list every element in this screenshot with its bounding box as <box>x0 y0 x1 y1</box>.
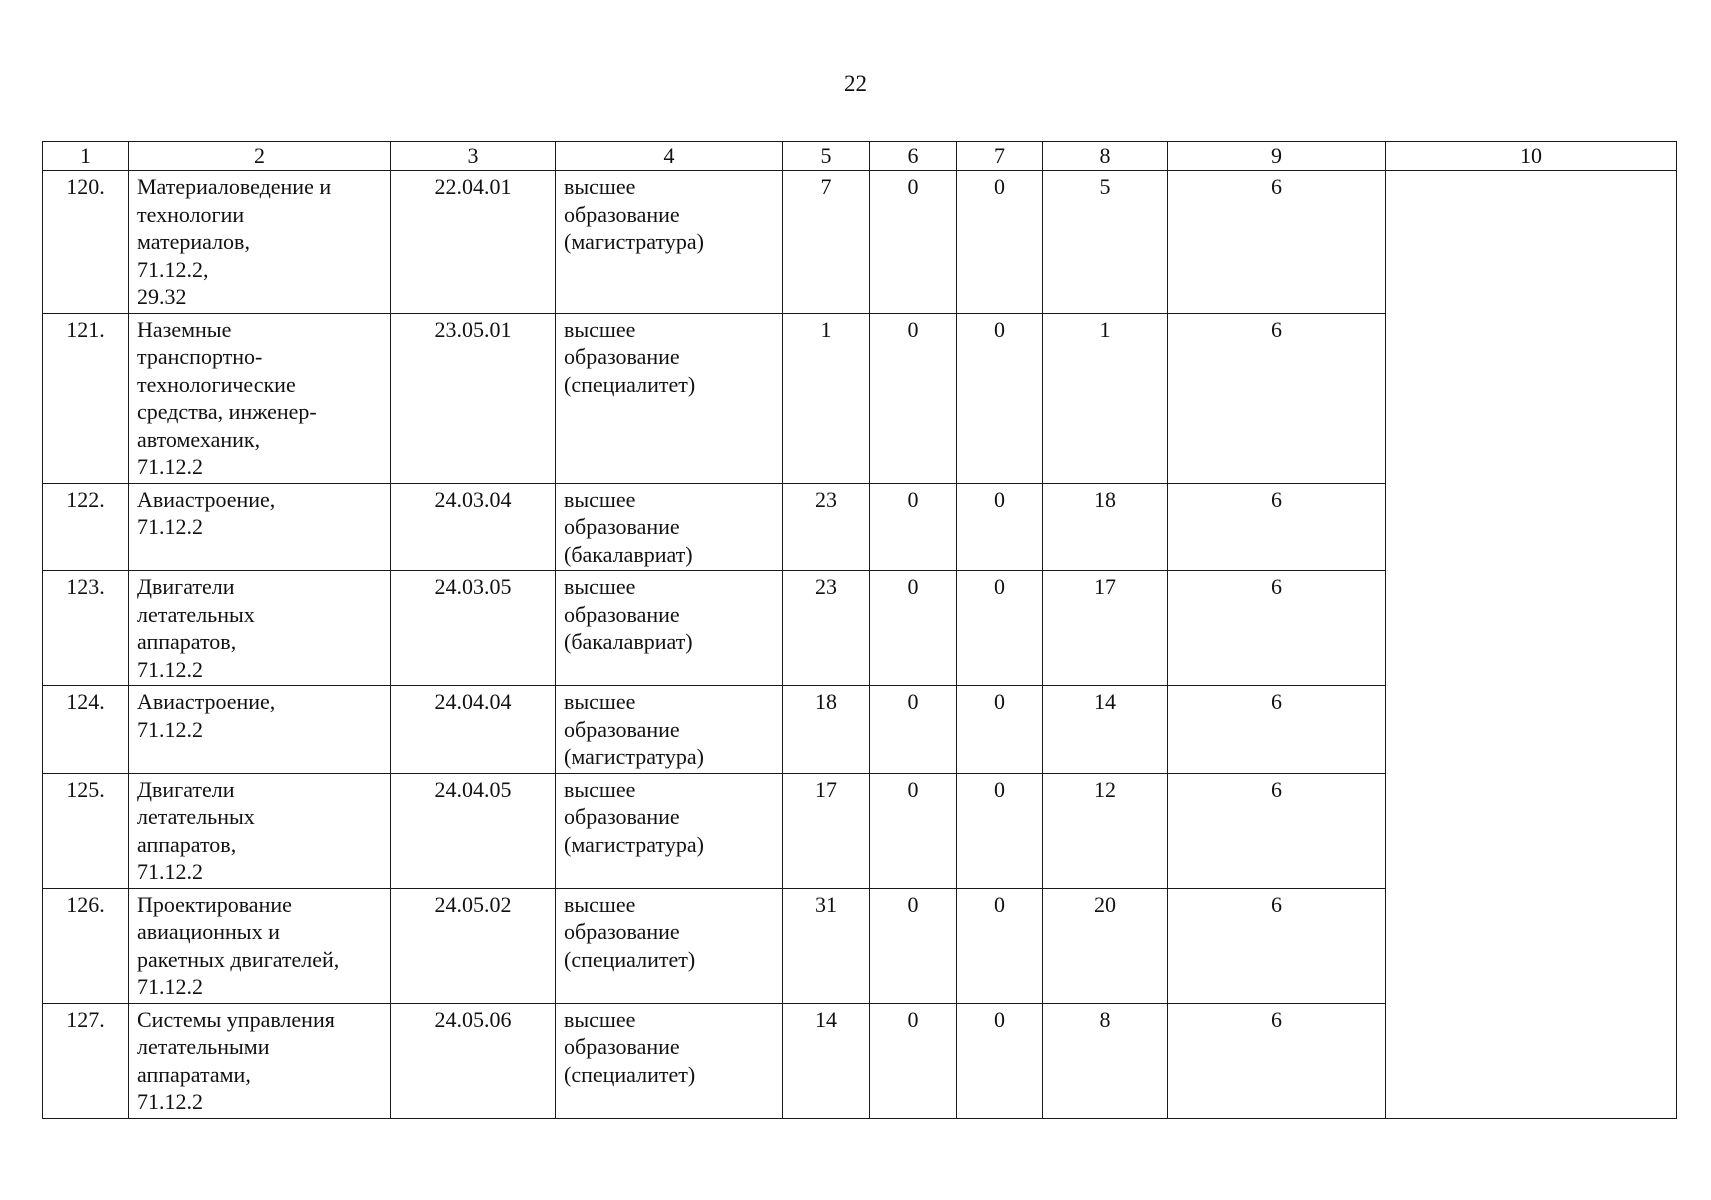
column-header-1: 1 <box>43 142 129 171</box>
value-col-6: 0 <box>870 686 957 774</box>
value-col-9: 6 <box>1168 571 1386 686</box>
specialty-code: 23.05.01 <box>391 313 556 483</box>
specialty-name: Наземные транспортно- технологические средства, инженер- автомеханик, 71.12.2 <box>129 313 391 483</box>
value-col-5: 31 <box>783 888 870 1003</box>
value-col-9: 6 <box>1168 1003 1386 1118</box>
value-col-9: 6 <box>1168 773 1386 888</box>
specialty-name: Материаловедение и технологии материалов, 71.12.2, 29.32 <box>129 171 391 314</box>
column-header-5: 5 <box>783 142 870 171</box>
value-col-5: 18 <box>783 686 870 774</box>
education-level: высшее образование (магистратура) <box>556 686 783 774</box>
specialty-name: Системы управления летательными аппаратами, 71.12.2 <box>129 1003 391 1118</box>
education-level: высшее образование (специалитет) <box>556 1003 783 1118</box>
specialty-name: Двигатели летательных аппаратов, 71.12.2 <box>129 773 391 888</box>
column-header-9: 9 <box>1168 142 1386 171</box>
header-row <box>43 142 1677 171</box>
specialty-name: Авиастроение, 71.12.2 <box>129 483 391 571</box>
value-col-5: 7 <box>783 171 870 314</box>
table-body <box>43 171 1677 1119</box>
specialty-code: 24.03.05 <box>391 571 556 686</box>
value-col-7: 0 <box>957 171 1043 314</box>
value-col-7: 0 <box>957 483 1043 571</box>
value-col-6: 0 <box>870 571 957 686</box>
education-level: высшее образование (бакалавриат) <box>556 571 783 686</box>
row-number: 122. <box>43 483 129 571</box>
row-number: 120. <box>43 171 129 314</box>
value-col-8: 18 <box>1043 483 1168 571</box>
value-col-5: 23 <box>783 483 870 571</box>
value-col-9: 6 <box>1168 483 1386 571</box>
value-col-7: 0 <box>957 888 1043 1003</box>
education-level: высшее образование (бакалавриат) <box>556 483 783 571</box>
row-number: 126. <box>43 888 129 1003</box>
value-col-5: 23 <box>783 571 870 686</box>
column-header-4: 4 <box>556 142 783 171</box>
specialty-code: 24.04.05 <box>391 773 556 888</box>
value-col-5: 14 <box>783 1003 870 1118</box>
value-col-7: 0 <box>957 1003 1043 1118</box>
value-col-6: 0 <box>870 313 957 483</box>
value-col-9: 6 <box>1168 171 1386 314</box>
value-col-7: 0 <box>957 313 1043 483</box>
data-table <box>42 141 1677 1119</box>
value-col-6: 0 <box>870 888 957 1003</box>
education-level: высшее образование (специалитет) <box>556 888 783 1003</box>
row-number: 127. <box>43 1003 129 1118</box>
row-number: 125. <box>43 773 129 888</box>
value-col-5: 17 <box>783 773 870 888</box>
specialty-name: Двигатели летательных аппаратов, 71.12.2 <box>129 571 391 686</box>
page-number: 22 <box>844 71 867 96</box>
value-col-8: 17 <box>1043 571 1168 686</box>
column-header-8: 8 <box>1043 142 1168 171</box>
value-col-6: 0 <box>870 171 957 314</box>
value-col-9: 6 <box>1168 686 1386 774</box>
specialty-code: 22.04.01 <box>391 171 556 314</box>
value-col-7: 0 <box>957 686 1043 774</box>
column-header-10: 10 <box>1386 142 1677 171</box>
value-col-8: 20 <box>1043 888 1168 1003</box>
value-col-8: 1 <box>1043 313 1168 483</box>
value-col-9: 6 <box>1168 888 1386 1003</box>
column-header-7: 7 <box>957 142 1043 171</box>
row-number: 124. <box>43 686 129 774</box>
value-col-7: 0 <box>957 571 1043 686</box>
value-col-9: 6 <box>1168 313 1386 483</box>
value-col-8: 12 <box>1043 773 1168 888</box>
value-col-8: 8 <box>1043 1003 1168 1118</box>
education-level: высшее образование (магистратура) <box>556 773 783 888</box>
value-col-7: 0 <box>957 773 1043 888</box>
column-10-cell <box>1386 171 1677 1119</box>
table-row <box>43 171 1677 314</box>
value-col-5: 1 <box>783 313 870 483</box>
value-col-6: 0 <box>870 1003 957 1118</box>
specialty-code: 24.05.02 <box>391 888 556 1003</box>
value-col-8: 5 <box>1043 171 1168 314</box>
specialty-name: Авиастроение, 71.12.2 <box>129 686 391 774</box>
column-header-6: 6 <box>870 142 957 171</box>
row-number: 121. <box>43 313 129 483</box>
education-level: высшее образование (магистратура) <box>556 171 783 314</box>
specialty-code: 24.05.06 <box>391 1003 556 1118</box>
specialty-code: 24.03.04 <box>391 483 556 571</box>
specialty-name: Проектирование авиационных и ракетных двигателей, 71.12.2 <box>129 888 391 1003</box>
specialty-code: 24.04.04 <box>391 686 556 774</box>
column-header-3: 3 <box>391 142 556 171</box>
education-level: высшее образование (специалитет) <box>556 313 783 483</box>
value-col-6: 0 <box>870 773 957 888</box>
value-col-6: 0 <box>870 483 957 571</box>
value-col-8: 14 <box>1043 686 1168 774</box>
column-header-2: 2 <box>129 142 391 171</box>
row-number: 123. <box>43 571 129 686</box>
